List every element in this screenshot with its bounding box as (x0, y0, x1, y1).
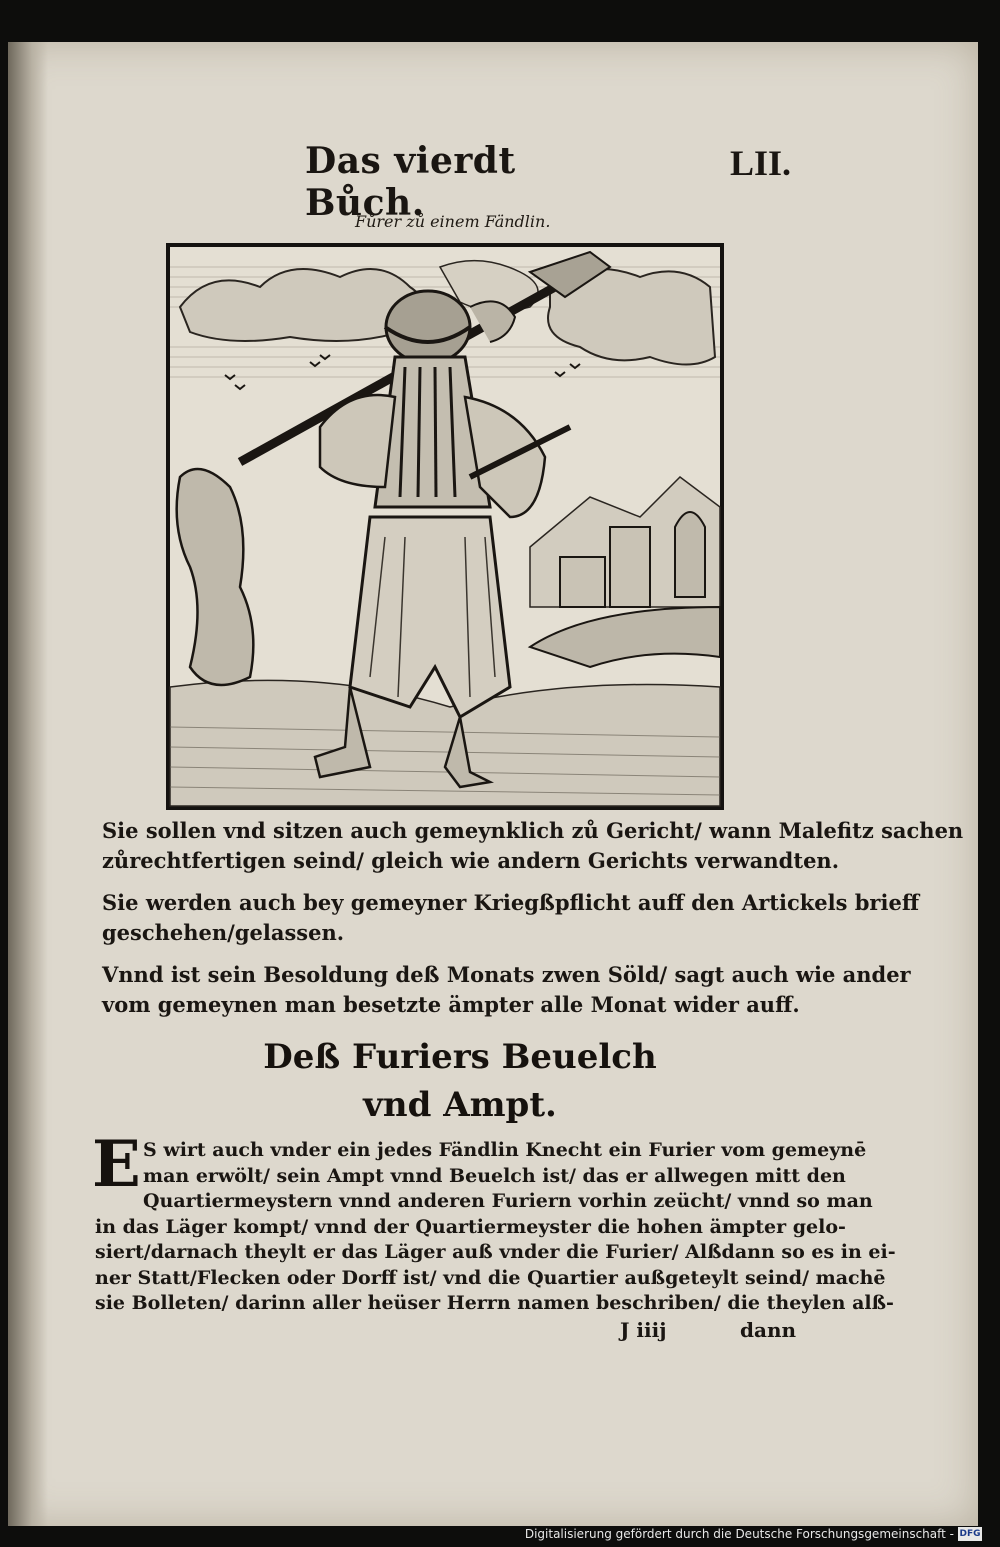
text-line: sie Bolleten/ darinn aller heüser Herrn namen beschriben/ die theylen alß- (95, 1292, 894, 1314)
text-line: geschehen/gelassen. (102, 920, 345, 945)
illustration-caption: Fůrer zů einem Fändlin. (355, 212, 551, 231)
footer-text: Digitalisierung gefördert durch die Deutsche Forschungsgemeinschaft - (524, 1527, 954, 1541)
text-line: Quartiermeystern vnnd anderen Furiern vorhin zeücht/ vnnd so man (143, 1190, 873, 1212)
text-line: ner Statt/Flecken oder Dorff ist/ vnd die Quartier außgeteylt seind/ machē (95, 1266, 886, 1289)
text-line: in das Läger kompt/ vnnd der Quartiermeyster die hohen ämpter gelo- (95, 1215, 846, 1238)
text-line: vom gemeynen man besetzte ämpter alle Monat wider auff. (102, 992, 800, 1017)
paragraph-court-duty (102, 816, 964, 876)
folio-number: LII. (730, 143, 792, 183)
text-line: zůrechtfertigen seind/ gleich wie andern Gerichts verwandten. (102, 848, 840, 873)
paragraph-war-oath (102, 888, 920, 948)
text-line: siert/darnach theylt er das Läger auß vnder die Furier/ Alßdann so es in ei- (95, 1241, 896, 1263)
page-gutter (8, 42, 48, 1526)
signature-mark: J iiij (620, 1318, 667, 1342)
heading-line-1: Deß Furiers Beuelch (263, 1037, 657, 1077)
woodcut-illustration (166, 243, 724, 810)
text-line: Vnnd ist sein Besoldung deß Monats zwen Söld/ sagt auch wie ander (102, 962, 911, 987)
text-line: Sie sollen vnd sitzen auch gemeynklich zů Gericht/ wann Malefitz sachen (102, 818, 964, 843)
text-line: man erwölt/ sein Ampt vnnd Beuelch ist/ das er allwegen mitt den (143, 1164, 846, 1187)
heading-line-2: vnd Ampt. (363, 1085, 557, 1125)
catchword: dann (740, 1318, 797, 1342)
running-head: Das vierdt Bůch. (305, 140, 516, 224)
text-line: Sie werden auch bey gemeyner Kriegßpflicht auff den Artickels brieff (102, 890, 920, 915)
body-paragraph (95, 1138, 896, 1317)
paragraph-pay (102, 960, 911, 1020)
section-heading (250, 1033, 670, 1129)
footer-credit (525, 1525, 982, 1543)
dfg-logo-icon: DFG (959, 1529, 981, 1539)
text-line: S wirt auch vnder ein jedes Fändlin Knecht ein Furier vom gemeynē (143, 1139, 867, 1161)
drop-capital: E (92, 1127, 141, 1202)
